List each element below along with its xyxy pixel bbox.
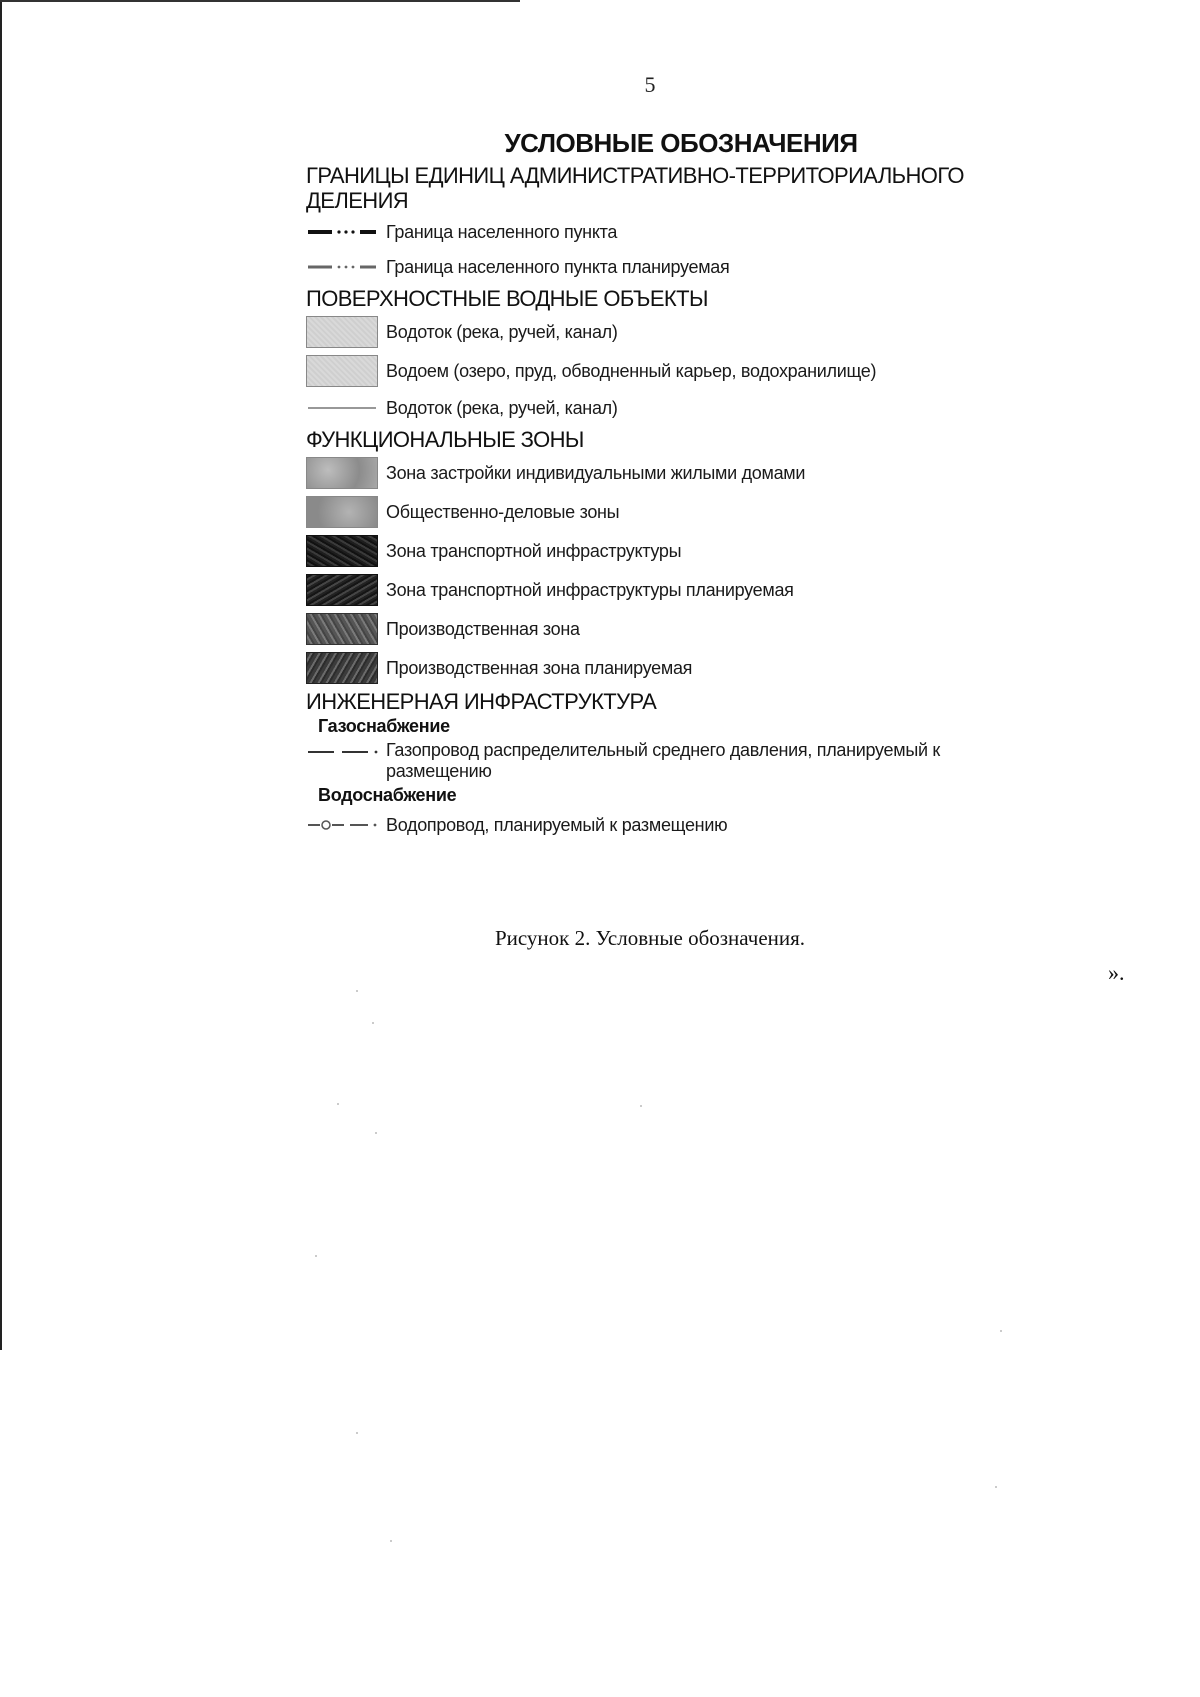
- legend-item-label: Производственная зона планируемая: [386, 657, 693, 678]
- legend-item: [306, 494, 1026, 530]
- scan-speck: [372, 1022, 374, 1024]
- legend-item: [306, 611, 1026, 647]
- residential-zone-swatch-icon: [306, 457, 380, 489]
- watercourse-fill-icon: [306, 316, 380, 348]
- legend-item: [306, 455, 1026, 491]
- legend-item-label: Водоем (озеро, пруд, обводненный карьер, водохранилище): [386, 360, 877, 381]
- scan-left-edge: [0, 0, 2, 1350]
- legend-item: [306, 740, 1026, 782]
- subheading-water-supply: Водоснабжение: [318, 785, 457, 805]
- boundary-line-icon: [306, 216, 380, 248]
- legend-figure: [306, 128, 1026, 844]
- scan-speck: [337, 1103, 339, 1105]
- legend-item-label: Граница населенного пункта планируемая: [386, 256, 730, 277]
- legend-item-label: Газопровод распределительный среднего давления, планируемый к размещению: [386, 740, 940, 781]
- scan-speck: [356, 990, 358, 992]
- scan-speck: [1000, 1330, 1002, 1332]
- section-heading-boundaries: ГРАНИЦЫ ЕДИНИЦ АДМИНИСТРАТИВНО-ТЕРРИТОРИАЛЬНОГО ДЕЛЕНИЯ: [306, 163, 964, 213]
- legend-item-label: Производственная зона: [386, 618, 580, 639]
- legend-item: [306, 353, 1026, 389]
- legend-item-label: Граница населенного пункта: [386, 221, 618, 242]
- page-number: 5: [644, 72, 656, 97]
- legend-item-label: Зона транспортной инфраструктуры: [386, 540, 682, 561]
- section-heading-zones: ФУНКЦИОНАЛЬНЫЕ ЗОНЫ: [306, 427, 584, 452]
- legend-item-label: Зона застройки индивидуальными жилыми домами: [386, 462, 806, 483]
- legend-item-label: Зона транспортной инфраструктуры планируемая: [386, 579, 794, 600]
- gas-pipeline-line-icon: [306, 740, 380, 764]
- legend-item-label: Водоток (река, ручей, канал): [386, 397, 618, 418]
- legend-item-label: Общественно-деловые зоны: [386, 501, 620, 522]
- legend-item: [306, 572, 1026, 608]
- scan-speck: [995, 1486, 997, 1488]
- reservoir-fill-icon: [306, 355, 380, 387]
- scan-speck: [640, 1105, 642, 1107]
- planned-production-zone-swatch-icon: [306, 652, 380, 684]
- planned-transport-zone-swatch-icon: [306, 574, 380, 606]
- scan-speck: [315, 1255, 317, 1257]
- scan-speck: [390, 1540, 392, 1542]
- section-heading-engineering: ИНЖЕНЕРНАЯ ИНФРАСТРУКТУРА: [306, 689, 657, 714]
- scan-top-edge: [0, 0, 520, 2]
- legend-item: [306, 650, 1026, 686]
- legend-item: [306, 809, 1026, 841]
- legend-title: УСЛОВНЫЕ ОБОЗНАЧЕНИЯ: [504, 128, 858, 158]
- scan-speck: [356, 1432, 358, 1434]
- legend-item-label: Водоток (река, ручей, канал): [386, 321, 618, 342]
- figure-caption: Рисунок 2. Условные обозначения.: [494, 926, 806, 950]
- section-heading-water: ПОВЕРХНОСТНЫЕ ВОДНЫЕ ОБЪЕКТЫ: [306, 286, 708, 311]
- legend-item-label: Водопровод, планируемый к размещению: [386, 814, 728, 835]
- subheading-gas: Газоснабжение: [318, 716, 450, 736]
- legend-item: [306, 314, 1026, 350]
- transport-zone-swatch-icon: [306, 535, 380, 567]
- legend-item: [306, 216, 1026, 248]
- legend-item: [306, 533, 1026, 569]
- water-pipeline-line-icon: [306, 809, 380, 841]
- planned-boundary-line-icon: [306, 251, 380, 283]
- scan-speck: [375, 1132, 377, 1134]
- production-zone-swatch-icon: [306, 613, 380, 645]
- closing-quote-mark: ».: [1108, 960, 1125, 985]
- legend-item: [306, 251, 1026, 283]
- public-zone-swatch-icon: [306, 496, 380, 528]
- legend-item: [306, 392, 1026, 424]
- watercourse-line-icon: [306, 392, 380, 424]
